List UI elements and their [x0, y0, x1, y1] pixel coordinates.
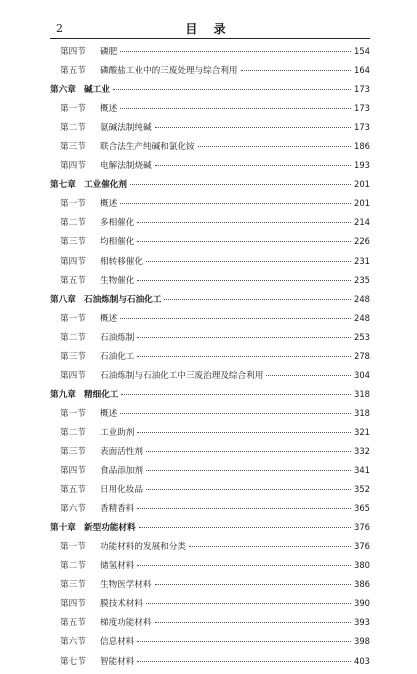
- entry-title: 概述: [100, 313, 118, 324]
- entry-page-number: 164: [354, 65, 370, 76]
- entry-title: 均相催化: [100, 237, 135, 248]
- entry-title: 磷肥: [100, 47, 118, 57]
- toc-section-entry[interactable]: [50, 597, 370, 616]
- entry-page-number: 352: [354, 484, 370, 495]
- dot-leader: [120, 203, 351, 204]
- toc-section-entry[interactable]: [50, 369, 370, 388]
- entry-number: 第一节: [60, 104, 86, 115]
- entry-number: 第四节: [60, 256, 86, 267]
- entry-title: 储氢材料: [100, 561, 135, 572]
- entry-page-number: 380: [354, 560, 370, 571]
- entry-number: 第三节: [60, 351, 86, 362]
- entry-number: 第五节: [60, 275, 86, 286]
- entry-number: 第二节: [60, 123, 86, 134]
- dot-leader: [137, 222, 351, 223]
- entry-number: 第三节: [60, 580, 86, 591]
- entry-page-number: 214: [354, 217, 370, 228]
- entry-title: 梯度功能材料: [100, 618, 152, 629]
- toc-section-entry[interactable]: [50, 102, 370, 121]
- dot-leader: [137, 432, 351, 433]
- entry-title: 石油炼制与石油化工: [84, 294, 162, 305]
- entry-title: 联合法生产纯碱和氯化铵: [100, 142, 195, 153]
- toc-section-entry[interactable]: [50, 274, 370, 293]
- entry-page-number: 393: [354, 617, 370, 628]
- entry-number: 第五节: [60, 485, 86, 496]
- dot-leader: [155, 165, 351, 166]
- entry-page-number: 248: [354, 293, 370, 304]
- dot-leader: [189, 546, 351, 547]
- entry-page-number: 321: [354, 426, 370, 437]
- entry-title: 概述: [100, 104, 118, 115]
- dot-leader: [146, 489, 351, 490]
- entry-page-number: 173: [354, 84, 370, 95]
- entry-number: 第四节: [60, 599, 86, 610]
- entry-title: 概述: [100, 408, 118, 419]
- page-title: 目 录: [185, 22, 232, 36]
- toc-section-entry[interactable]: [50, 159, 370, 178]
- entry-title: 功能材料的发展和分类: [100, 542, 186, 553]
- toc-section-entry[interactable]: [50, 312, 370, 331]
- entry-number: 第五节: [60, 618, 86, 629]
- entry-number: 第四节: [60, 161, 86, 172]
- entry-page-number: 154: [354, 46, 370, 56]
- entry-page-number: 376: [354, 522, 370, 533]
- toc-chapter-entry[interactable]: [50, 293, 370, 312]
- entry-page-number: 253: [354, 331, 370, 342]
- entry-page-number: 304: [354, 369, 370, 380]
- toc-section-entry[interactable]: [50, 635, 370, 654]
- toc-section-entry[interactable]: [50, 655, 370, 674]
- entry-number: 第二节: [60, 561, 86, 572]
- toc-chapter-entry[interactable]: [50, 178, 370, 197]
- entry-number: 第三节: [60, 142, 86, 153]
- toc-chapter-entry[interactable]: [50, 388, 370, 407]
- entry-number: 第一节: [60, 313, 86, 324]
- entry-title: 精细化工: [84, 389, 119, 400]
- toc-section-entry[interactable]: [50, 445, 370, 464]
- entry-page-number: 193: [354, 160, 370, 171]
- entry-title: 相转移催化: [100, 256, 143, 267]
- dot-leader: [120, 51, 351, 52]
- dot-leader: [155, 584, 351, 585]
- entry-title: 生物催化: [100, 275, 135, 286]
- entry-number: 第二节: [60, 332, 86, 343]
- entry-title: 香精香料: [100, 504, 135, 515]
- toc-section-entry[interactable]: [50, 45, 370, 64]
- dot-leader: [241, 70, 351, 71]
- entry-title: 石油炼制: [100, 332, 135, 343]
- entry-title: 智能材料: [100, 656, 135, 667]
- entry-page-number: 376: [354, 541, 370, 552]
- dot-leader: [137, 565, 351, 566]
- entry-page-number: 226: [354, 236, 370, 247]
- entry-title: 多相催化: [100, 218, 135, 229]
- entry-title: 石油炼制与石油化工中三废治理及综合利用: [100, 370, 264, 381]
- dot-leader: [146, 261, 351, 262]
- dot-leader: [121, 394, 351, 395]
- toc-section-entry[interactable]: [50, 255, 370, 274]
- entry-number: 第七章: [50, 180, 76, 191]
- entry-number: 第一节: [60, 542, 86, 553]
- dot-leader: [137, 356, 351, 357]
- toc-section-entry[interactable]: [50, 502, 370, 521]
- dot-leader: [137, 641, 351, 642]
- dot-leader: [130, 184, 351, 185]
- entry-number: 第五节: [60, 66, 86, 77]
- entry-page-number: 201: [354, 198, 370, 209]
- dot-leader: [120, 413, 351, 414]
- entry-title: 表面活性剂: [100, 446, 143, 457]
- toc-section-entry[interactable]: [50, 426, 370, 445]
- entry-number: 第一节: [60, 408, 86, 419]
- entry-number: 第三节: [60, 446, 86, 457]
- dot-leader: [137, 280, 351, 281]
- table-of-contents: [50, 45, 370, 674]
- entry-number: 第六节: [60, 637, 86, 648]
- entry-page-number: 386: [354, 579, 370, 590]
- entry-title: 膜技术材料: [100, 599, 143, 610]
- page-number: 2: [56, 22, 63, 35]
- entry-page-number: 318: [354, 388, 370, 399]
- entry-page-number: 390: [354, 598, 370, 609]
- entry-page-number: 186: [354, 141, 370, 152]
- toc-chapter-entry[interactable]: [50, 521, 370, 540]
- entry-page-number: 248: [354, 312, 370, 323]
- toc-section-entry[interactable]: [50, 559, 370, 578]
- entry-number: 第二节: [60, 427, 86, 438]
- toc-section-entry[interactable]: [50, 350, 370, 369]
- entry-page-number: 398: [354, 636, 370, 647]
- dot-leader: [120, 318, 351, 319]
- entry-title: 工业助剂: [100, 427, 135, 438]
- entry-title: 概述: [100, 199, 118, 210]
- toc-section-entry[interactable]: [50, 464, 370, 483]
- dot-leader: [139, 527, 351, 528]
- entry-page-number: 231: [354, 255, 370, 266]
- dot-leader: [164, 299, 351, 300]
- entry-page-number: 403: [354, 655, 370, 666]
- toc-section-entry[interactable]: [50, 578, 370, 597]
- entry-number: 第七节: [60, 656, 86, 667]
- entry-page-number: 365: [354, 503, 370, 514]
- entry-number: 第六节: [60, 504, 86, 515]
- toc-section-entry[interactable]: [50, 64, 370, 83]
- entry-number: 第四节: [60, 466, 86, 477]
- entry-title: 食品添加剂: [100, 466, 143, 477]
- toc-section-entry[interactable]: [50, 540, 370, 559]
- toc-section-entry[interactable]: [50, 140, 370, 159]
- dot-leader: [155, 622, 351, 623]
- entry-number: 第六章: [50, 85, 76, 96]
- dot-leader: [137, 337, 351, 338]
- dot-leader: [137, 508, 351, 509]
- toc-section-entry[interactable]: [50, 121, 370, 140]
- dot-leader: [198, 146, 351, 147]
- dot-leader: [137, 661, 351, 662]
- entry-page-number: 318: [354, 407, 370, 418]
- dot-leader: [146, 451, 351, 452]
- entry-title: 电解法制烧碱: [100, 161, 152, 172]
- dot-leader: [137, 241, 351, 242]
- toc-section-entry[interactable]: [50, 407, 370, 426]
- dot-leader: [113, 89, 351, 90]
- toc-section-entry[interactable]: [50, 235, 370, 254]
- entry-number: 第二节: [60, 218, 86, 229]
- entry-title: 新型功能材料: [84, 523, 136, 534]
- entry-page-number: 332: [354, 445, 370, 456]
- dot-leader: [120, 108, 351, 109]
- toc-chapter-entry[interactable]: [50, 83, 370, 102]
- entry-number: 第九章: [50, 389, 76, 400]
- entry-number: 第十章: [50, 523, 76, 534]
- header-rule: [50, 38, 370, 39]
- entry-title: 信息材料: [100, 637, 135, 648]
- entry-title: 碱工业: [84, 85, 110, 96]
- entry-page-number: 201: [354, 179, 370, 190]
- entry-number: 第八章: [50, 294, 76, 305]
- entry-title: 日用化妆品: [100, 485, 143, 496]
- entry-title: 工业催化剂: [84, 180, 127, 191]
- toc-section-entry[interactable]: [50, 331, 370, 350]
- entry-number: 第三节: [60, 237, 86, 248]
- entry-page-number: 235: [354, 274, 370, 285]
- entry-number: 第四节: [60, 370, 86, 381]
- toc-section-entry[interactable]: [50, 216, 370, 235]
- entry-page-number: 173: [354, 122, 370, 133]
- entry-title: 氨碱法制纯碱: [100, 123, 152, 134]
- toc-section-entry[interactable]: [50, 616, 370, 635]
- entry-title: 石油化工: [100, 351, 135, 362]
- toc-section-entry[interactable]: [50, 197, 370, 216]
- dot-leader: [266, 375, 351, 376]
- entry-title: 生物医学材料: [100, 580, 152, 591]
- entry-number: 第四节: [60, 47, 86, 57]
- dot-leader: [155, 127, 351, 128]
- toc-section-entry[interactable]: [50, 483, 370, 502]
- entry-page-number: 278: [354, 350, 370, 361]
- entry-title: 磷酸盐工业中的三废处理与综合利用: [100, 66, 238, 77]
- dot-leader: [146, 470, 351, 471]
- entry-number: 第一节: [60, 199, 86, 210]
- entry-page-number: 173: [354, 103, 370, 114]
- dot-leader: [146, 603, 351, 604]
- entry-page-number: 341: [354, 465, 370, 476]
